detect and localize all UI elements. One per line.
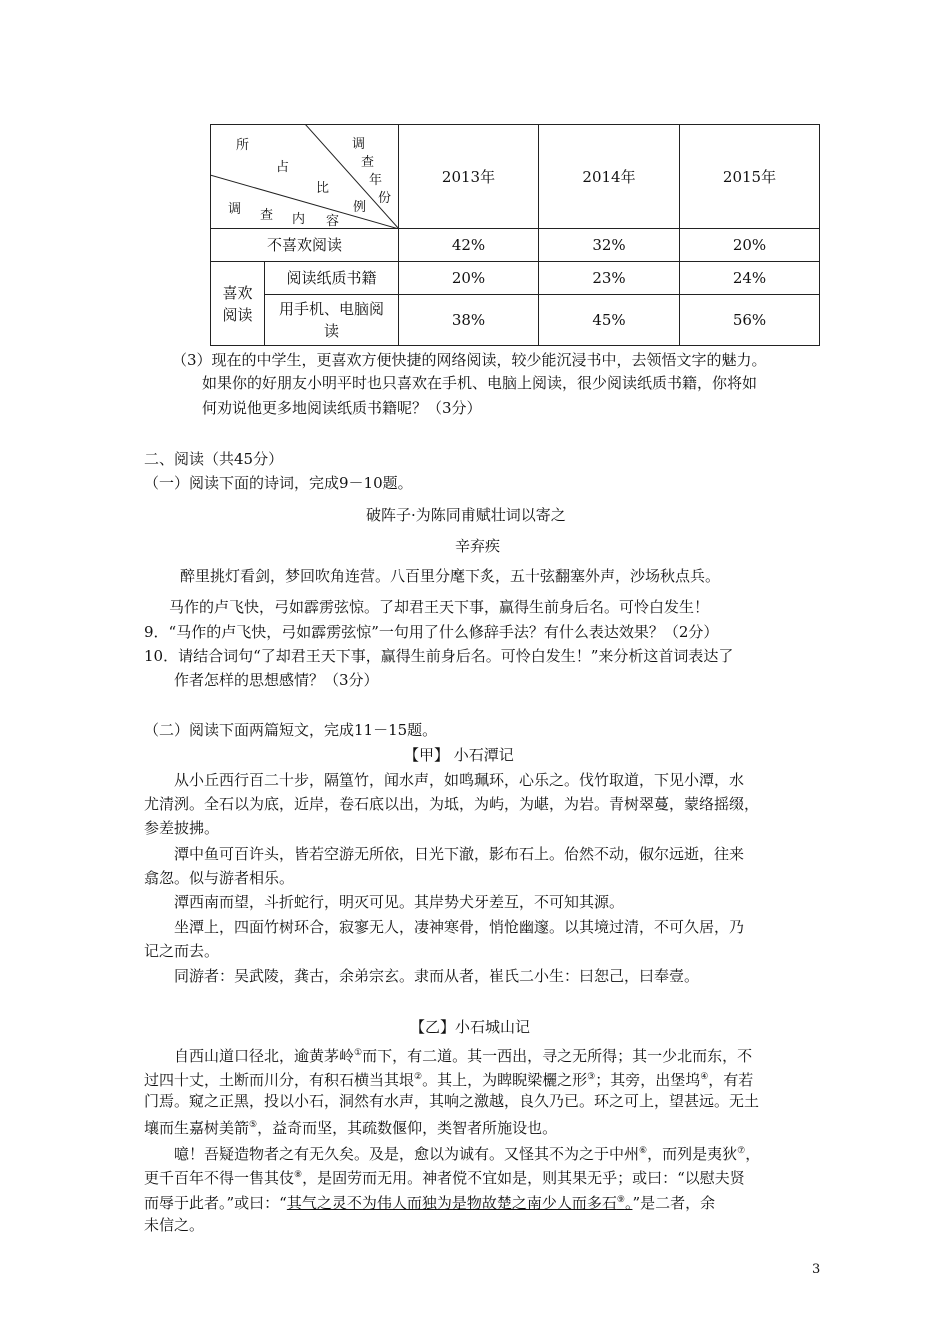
table-cell: 56%: [679, 294, 820, 346]
text-run: ，而列是夷狄: [647, 1145, 738, 1163]
text-run: ，: [745, 1145, 761, 1163]
table-row-label: [264, 294, 399, 346]
table-cell: 23%: [538, 261, 680, 295]
yi-title: 【乙】小石城山记: [410, 1018, 531, 1036]
table-like-group-label: [210, 261, 265, 346]
table-cell: 38%: [398, 294, 539, 346]
diag-char: 所: [236, 138, 250, 153]
poem-title: 破阵子·为陈同甫赋壮词以寄之: [366, 506, 566, 524]
table-row-label: 阅读纸质书籍: [264, 261, 399, 295]
phone-label-line2: 读: [323, 322, 339, 340]
text-run: 壤而生嘉树美箭: [144, 1119, 250, 1137]
yi-p1-l4: [144, 1114, 557, 1139]
yi-p1-l3: 门焉。窥之正黑，投以小石，洞然有水声，其响之激越，良久乃已。环之可上，望甚远。无土: [144, 1092, 760, 1110]
footnote-mark: ③: [587, 1072, 596, 1082]
table-cell: 45%: [538, 294, 680, 346]
yi-p1-l2: [144, 1066, 753, 1091]
poem-line2: 马作的卢飞快，弓如霹雳弦惊。了却君王天下事，赢得生前身后名。可怜白发生！: [169, 598, 710, 616]
footnote-mark: ⑥: [639, 1146, 648, 1156]
diag-char: 占: [276, 160, 290, 175]
diag-char: 查: [260, 208, 274, 223]
table-cell: 20%: [398, 261, 539, 295]
jia-p1-l2: 尤清洌。全石以为底，近岸，卷石底以出，为坻，为屿，为嵁，为岩。青树翠蔓，蒙络摇缀，: [144, 795, 760, 813]
footnote-mark: ⑨: [616, 1195, 625, 1205]
question-10-line2: 作者怎样的思想感情？（3分）: [174, 671, 379, 689]
diag-char: 年: [369, 173, 383, 188]
text-run: 其气之灵不为伟人而独为是物故楚之南少人而多石: [286, 1194, 617, 1212]
page-number: 3: [812, 1262, 821, 1277]
text-run: 而下，有二道。其一西出，寻之无所得；其一少北而东，不: [362, 1047, 753, 1065]
text-run: 而辱于此者。”或曰：“: [144, 1194, 287, 1212]
diag-char: 调: [228, 202, 242, 217]
text-run: ，有若: [708, 1071, 754, 1089]
text-run: ”是二者，余: [632, 1194, 716, 1212]
footnote-mark: ⑤: [249, 1120, 258, 1130]
phone-label-line1: 用手机、电脑阅: [278, 300, 384, 318]
footnote-mark: ④: [700, 1072, 709, 1082]
text-run: 过四十丈，土断而川分，有积石横当其垠: [144, 1071, 415, 1089]
text-run: 。其上，为睥睨梁欐之形: [422, 1071, 588, 1089]
text-run: 更千百年不得一售其伎: [144, 1169, 295, 1187]
poem-author: 辛弃疾: [455, 537, 501, 555]
underlined-sentence: [287, 1194, 633, 1212]
footnote-mark: ①: [354, 1048, 363, 1058]
yi-p2-l4: 未信之。: [144, 1216, 205, 1234]
table-year-header: 2013年: [398, 124, 539, 229]
yi-p2-l3: [144, 1189, 715, 1214]
jia-p4-l1: 坐潭上，四面竹树环合，寂寥无人，凄神寒骨，悄怆幽邃。以其境过清，不可久居，乃: [174, 918, 745, 936]
diag-char: 内: [292, 212, 306, 227]
table-cell: 32%: [538, 228, 680, 262]
table-cell: 20%: [679, 228, 820, 262]
text-run: 自西山道口径北，逾黄茅岭: [174, 1047, 355, 1065]
text-run: ，益奇而坚，其疏数偃仰，类智者所施设也。: [257, 1119, 558, 1137]
like-label-line1: 喜欢: [222, 283, 253, 302]
diag-char: 比: [316, 181, 330, 196]
table-row-label: 不喜欢阅读: [210, 228, 399, 262]
jia-p3: 潭西南而望，斗折蛇行，明灭可见。其岸势犬牙差互，不可知其源。: [174, 893, 625, 911]
section-heading: 二、阅读（共45分）: [144, 450, 284, 468]
yi-p2-l2: [144, 1164, 745, 1189]
q3-line1: （3）现在的中学生，更喜欢方便快捷的网络阅读，较少能沉浸书中，去领悟文字的魅力。: [172, 351, 767, 369]
text-run: 。: [624, 1194, 633, 1212]
text-run: ，是固劳而无用。神者傥不宜如是，则其果无乎；或曰：“以慰夫贤: [302, 1169, 745, 1187]
q3-line2: 如果你的好朋友小明平时也只喜欢在手机、电脑上阅读，很少阅读纸质书籍，你将如: [202, 374, 758, 392]
diag-char: 调: [352, 137, 366, 152]
jia-p2-l2: 翕忽。似与游者相乐。: [144, 869, 295, 887]
text-run: 噫！吾疑造物者之有无久矣。及是，愈以为诚有。又怪其不为之于中州: [174, 1145, 640, 1163]
diag-char: 例: [353, 200, 367, 215]
q3-line3: 何劝说他更多地阅读纸质书籍呢？（3分）: [202, 399, 482, 417]
table-cell: 24%: [679, 261, 820, 295]
part1-instruction: （一）阅读下面的诗词，完成9－10题。: [144, 474, 413, 492]
diag-char: 容: [326, 214, 340, 229]
yi-p1-l1: [174, 1042, 752, 1067]
table-cell: 42%: [398, 228, 539, 262]
yi-p2-l1: [174, 1140, 760, 1165]
diag-char: 查: [361, 155, 375, 170]
part2-instruction: （二）阅读下面两篇短文，完成11－15题。: [144, 721, 438, 739]
jia-title: 【甲】 小石潭记: [404, 746, 514, 764]
table-year-header: 2014年: [538, 124, 680, 229]
table-year-header: 2015年: [679, 124, 820, 229]
jia-p5: 同游者：吴武陵，龚古，余弟宗玄。隶而从者，崔氏二小生：曰恕己，曰奉壹。: [174, 967, 700, 985]
footnote-mark: ②: [414, 1072, 423, 1082]
like-label-line2: 阅读: [222, 305, 253, 324]
jia-p2-l1: 潭中鱼可百许头，皆若空游无所依，日光下澈，影布石上。佁然不动，俶尔远逝，往来: [174, 845, 745, 863]
text-run: ；其旁，出堡坞: [595, 1071, 701, 1089]
footnote-mark: ⑦: [737, 1146, 746, 1156]
jia-p1-l1: 从小丘西行百二十步，隔篁竹，闻水声，如鸣珮环，心乐之。伐竹取道，下见小潭，水: [174, 771, 745, 789]
diag-char: 份: [378, 191, 392, 206]
footnote-mark: ⑧: [294, 1170, 303, 1180]
poem-line1: 醉里挑灯看剑，梦回吹角连营。八百里分麾下炙，五十弦翻塞外声，沙场秋点兵。: [180, 567, 721, 585]
question-9: 9．“马作的卢飞快，弓如霹雳弦惊”一句用了什么修辞手法？有什么表达效果？（2分）: [144, 623, 719, 641]
jia-p4-l2: 记之而去。: [144, 942, 220, 960]
question-10-line1: 10．请结合词句“了却君王天下事，赢得生前身后名。可怜白发生！”来分析这首词表达了: [144, 647, 734, 665]
jia-p1-l3: 参差披拂。: [144, 819, 220, 837]
